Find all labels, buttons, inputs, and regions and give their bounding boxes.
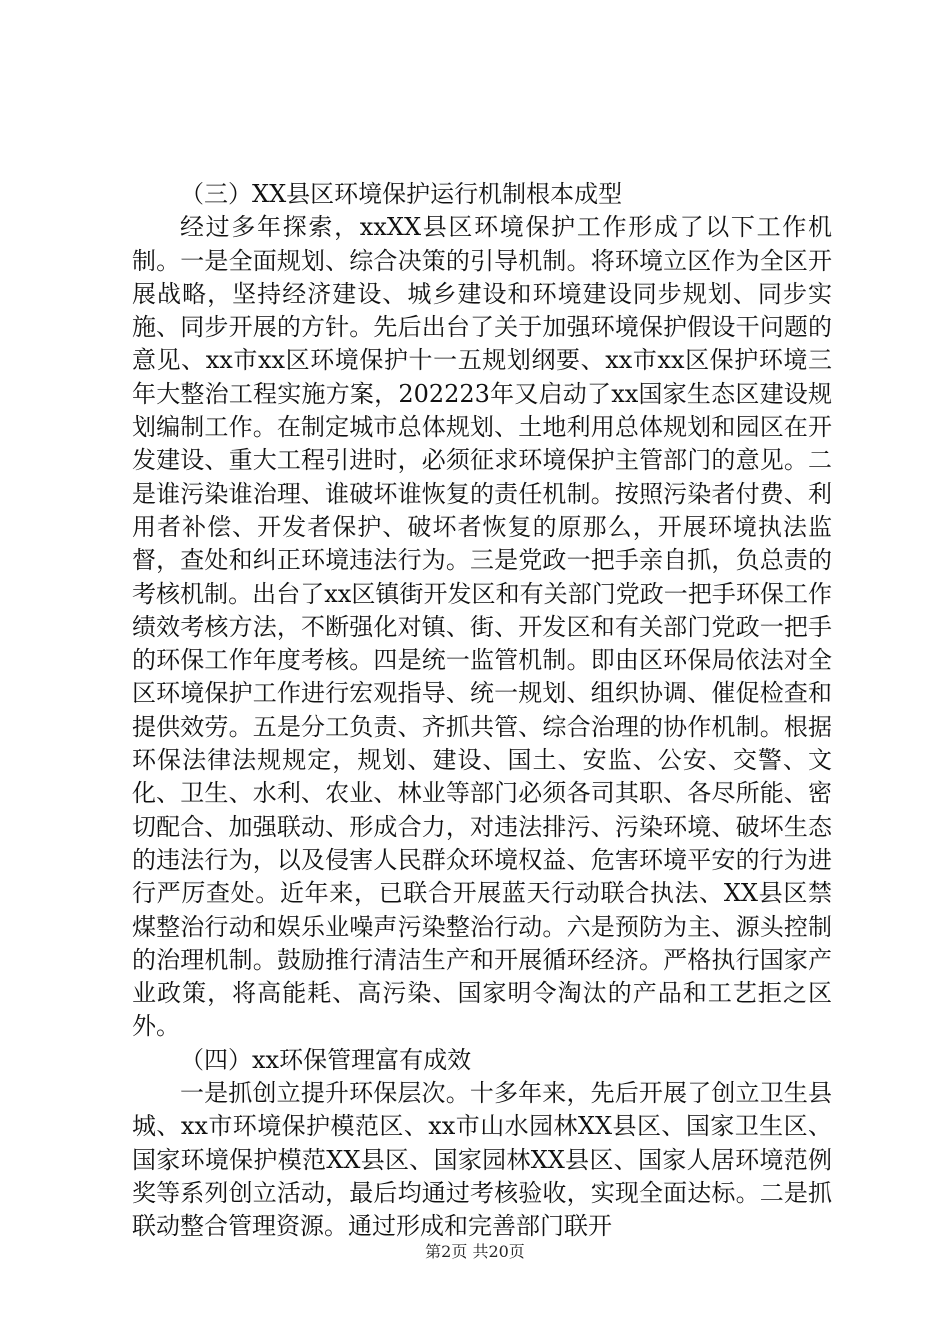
page-number-label: 第2页 共20页 [425,1242,525,1261]
body-paragraph-mechanisms: 经过多年探索，xxXX县区环境保护工作形成了以下工作机制。一是全面规划、综合决策的引导机制。将环境立区作为全区开展战略，坚持经济建设、城乡建设和环境建设同步规划、同步实施、同步开展的方针。先后出台了关于加强环境保护假设干问题的意见、xx市xx区环境保护十一五规划纲要、xx市xx区保护环境三年大整治工程实施方案，202223年又启动了xx国家生态区建设规划编制工作。在制定城市总体规划、土地利用总体规划和园区在开发建设、重大工程引进时，必须征求环境保护主管部门的意见。二是谁污染谁治理、谁破坏谁恢复的责任机制。按照污染者付费、利用者补偿、开发者保护、破坏者恢复的原那么，开展环境执法监督，查处和纠正环境违法行为。三是党政一把手亲自抓，负总责的考核机制。出台了xx区镇街开发区和有关部门党政一把手环保工作绩效考核方法，不断强化对镇、街、开发区和有关部门党政一把手的环保工作年度考核。四是统一监管机制。即由区环保局依法对全区环境保护工作进行宏观指导、统一规划、组织协调、催促检查和提供效劳。五是分工负责、齐抓共管、综合治理的协作机制。根据环保法律法规规定，规划、建设、国土、安监、公安、交警、文化、卫生、水利、农业、林业等部门必须各司其职、各尽所能、密切配合、加强联动、形成合力，对违法排污、污染环境、破坏生态的违法行为，以及侵害人民群众环境权益、危害环境平安的行为进行严厉查处。近年来，已联合开展蓝天行动联合执法、XX县区禁煤整治行动和娱乐业噪声污染整治行动。六是预防为主、源头控制的治理机制。鼓励推行清洁生产和开展循环经济。严格执行国家产业政策，将高能耗、高污染、国家明令淘汰的产品和工艺拒之区外。 [132,213,832,1041]
body-paragraph-management: 一是抓创立提升环保层次。十多年来，先后开展了创立卫生县城、xx市环境保护模范区、xx市山水园林XX县区、国家卫生区、国家环境保护模范XX县区、国家园林XX县区、国家人居环境范例奖等系列创立活动，最后均通过考核验收，实现全面达标。二是抓联动整合管理资源。通过形成和完善部门联开 [132,1079,832,1241]
page-footer [0,1242,950,1262]
section-heading-3: （三）XX县区环境保护运行机制根本成型 [180,180,623,208]
section-heading-4: （四）xx环保管理富有成效 [180,1045,472,1074]
document-body [132,178,832,1244]
